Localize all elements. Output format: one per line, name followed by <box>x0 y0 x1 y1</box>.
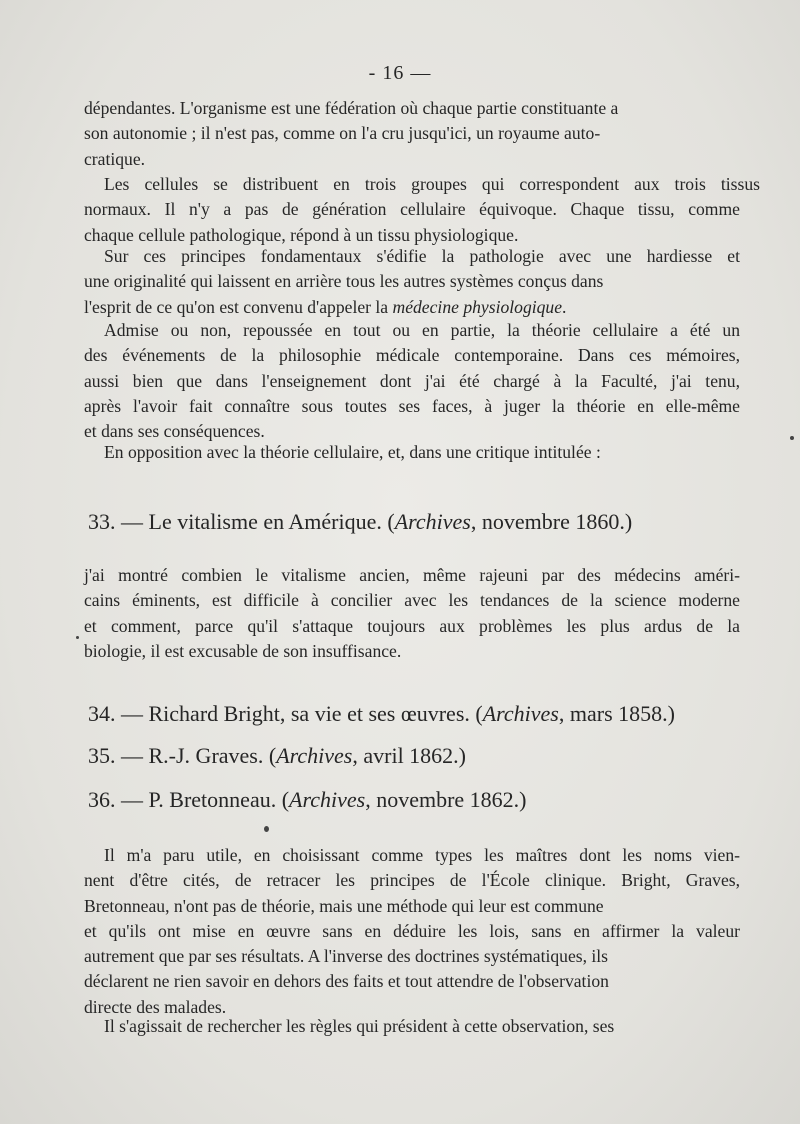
text-line: Bretonneau, n'ont pas de théorie, mais une méthode qui leur est commune <box>84 895 604 916</box>
text-line: et qu'ils ont mise en œuvre sans en déduire les lois, sans en affirmer la valeur <box>84 920 740 941</box>
heading-35 <box>88 742 748 770</box>
heading-text: 36. — P. Bretonneau. ( <box>88 787 290 812</box>
text-line: Sur ces principes fondamentaux s'édifie la pathologie avec une hardiesse et <box>104 246 740 266</box>
ink-speck <box>264 826 269 832</box>
text-line: son autonomie ; il n'est pas, comme on l'a cru jusqu'ici, un royaume auto- <box>84 123 601 144</box>
paragraph-opposition <box>84 440 740 465</box>
text-line: Les cellules se distribuent en trois groupes qui correspondent aux trois tissus <box>104 174 760 194</box>
heading-journal: Archives <box>276 743 353 768</box>
heading-text: , mars 1858.) <box>558 701 675 726</box>
text-line: directe des malades. <box>84 996 227 1017</box>
paragraph-cellules <box>84 172 760 248</box>
text-line: une originalité qui laissent en arrière tous les autres systèmes conçus dans <box>84 271 604 292</box>
paragraph-organisme <box>84 96 740 172</box>
text-line: dépendantes. L'organisme est une fédération où chaque partie constituante a <box>84 98 619 118</box>
text-line: normaux. Il n'y a pas de génération cellulaire équivoque. Chaque tissu, comme <box>84 199 740 220</box>
paragraph-theorie-cellulaire <box>84 318 740 444</box>
text-line: Admise ou non, repoussée en tout ou en partie, la théorie cellulaire a été un <box>104 320 740 340</box>
heading-text: 35. — R.-J. Graves. ( <box>88 743 277 768</box>
text-line: chaque cellule pathologique, répond à un tissu physiologique. <box>84 224 519 245</box>
text-line: biologie, il est excusable de son insuffisance. <box>84 640 402 661</box>
text-line: après l'avoir fait connaître sous toutes ses faces, à juger la théorie en elle-même <box>84 395 740 416</box>
heading-text: , novembre 1860.) <box>470 509 633 534</box>
paragraph-regles <box>84 1014 740 1039</box>
heading-journal: Archives <box>394 509 471 534</box>
heading-journal: Archives <box>482 701 559 726</box>
heading-text: 33. — Le vitalisme en Amérique. ( <box>88 509 395 534</box>
text-line: Il s'agissait de rechercher les règles qui président à cette observation, ses <box>104 1016 615 1036</box>
text-span: . <box>562 296 567 317</box>
paragraph-vitalisme <box>84 563 740 664</box>
page-number: - 16 — <box>368 62 432 84</box>
text-line: nent d'être cités, de retracer les principes de l'École clinique. Bright, Graves, <box>84 870 740 891</box>
ink-speck <box>76 636 79 639</box>
heading-33 <box>88 508 748 536</box>
text-line: aussi bien que dans l'enseignement dont j'ai été chargé à la Faculté, j'ai tenu, <box>84 370 740 391</box>
paragraph-principes <box>84 244 740 320</box>
text-span: l'esprit de ce qu'on est convenu d'appeler la <box>84 296 393 317</box>
text-line: Il m'a paru utile, en choisissant comme types les maîtres dont les noms vien- <box>104 845 740 865</box>
heading-text: , novembre 1862.) <box>365 787 527 812</box>
text-line: déclarent ne rien savoir en dehors des faits et tout attendre de l'observation <box>84 971 609 992</box>
heading-journal: Archives <box>289 787 366 812</box>
italic-term: médecine physiologique <box>392 296 563 317</box>
text-line: En opposition avec la théorie cellulaire, et, dans une critique intitulée : <box>104 442 601 462</box>
text-line: autrement que par ses résultats. A l'inverse des doctrines systématiques, ils <box>84 946 609 967</box>
heading-text: 34. — Richard Bright, sa vie et ses œuvres. ( <box>88 701 483 726</box>
heading-text: , avril 1862.) <box>352 743 467 768</box>
text-line: des événements de la philosophie médicale contemporaine. Dans ces mémoires, <box>84 345 740 366</box>
heading-34 <box>88 700 748 728</box>
text-line: et dans ses conséquences. <box>84 421 265 442</box>
text-line: et comment, parce qu'il s'attaque toujours aux problèmes les plus ardus de la <box>84 615 740 636</box>
paragraph-ecole-clinique <box>84 843 740 1020</box>
heading-36 <box>88 786 748 814</box>
text-line <box>84 295 740 320</box>
text-line: j'ai montré combien le vitalisme ancien, même rajeuni par des médecins améri- <box>84 565 740 585</box>
text-line: cratique. <box>84 148 146 169</box>
ink-speck <box>790 436 794 440</box>
text-line: cains éminents, est difficile à concilier avec les tendances de la science moderne <box>84 590 740 611</box>
